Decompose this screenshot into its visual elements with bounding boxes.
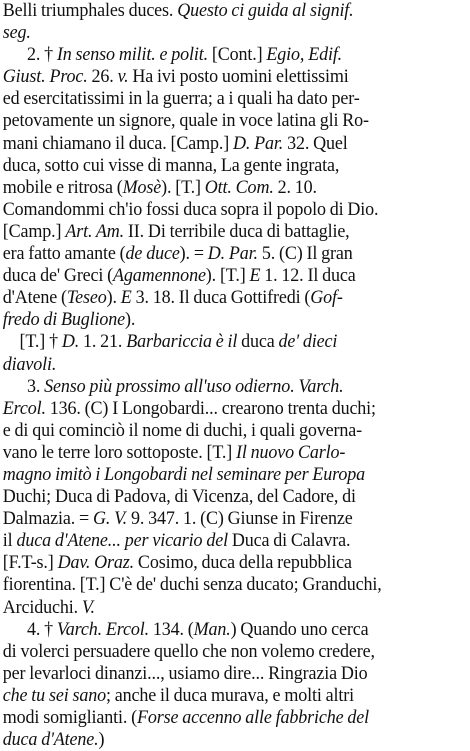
text-run: e di qui cominciò il nome di duchi, i quali governa- [2,419,362,441]
text-line [3,530,466,552]
text-run: 26. [87,66,118,88]
text-run: il [2,530,17,552]
text-line [3,464,466,486]
text-run: Belli triumphales duces. [2,0,178,21]
text-run: di volerci persuadere quello che non volemo credere, [2,640,375,662]
text-line [3,398,466,420]
italic-run: D. [61,331,80,353]
italic-run: Art. Am. [65,220,125,242]
text-line [3,243,466,265]
italic-run: Questo ci guida al signif. [177,0,354,21]
text-run: 3. 18. Il duca Gottifredi ( [131,287,311,309]
text-run: ). [106,287,121,309]
text-run: 3. [26,375,45,397]
italic-run: seg. [2,22,31,44]
text-run: Duca di Calavra. [227,530,351,552]
text-run: vano le terre loro sottoposte. [T.] [2,441,237,463]
text-line [3,442,466,464]
text-line [3,309,466,331]
text-line [3,420,466,442]
text-line [3,177,466,199]
italic-run: magno imitò i Longobardi nel seminare per Europa [2,463,366,485]
text-line [3,685,466,707]
text-line [3,88,466,110]
text-line [3,486,466,508]
italic-run: G. V. [92,508,128,530]
text-run: 1. 12. Il duca [260,265,356,287]
text-line [3,619,466,641]
text-line [3,110,466,132]
italic-run: Ott. Com. [204,176,274,198]
text-run: ). = [179,243,208,265]
italic-run: Varch. Ercol. [56,618,149,640]
italic-run: de duce [125,243,180,265]
text-line [3,221,466,243]
text-line [3,133,466,155]
text-run: per levarloci dinanzi..., usiamo dire... Ringrazia Dio [2,662,368,684]
italic-run: Senso più prossimo all'uso odierno. Varch. [44,375,344,397]
italic-run: diavoli. [2,353,57,375]
text-run: Dalmazia. = [2,508,93,530]
italic-run: Agamennone [113,265,206,287]
text-run: [Cont.] [207,44,267,66]
italic-run: V. [81,596,95,618]
italic-run: D. Par. [207,243,258,265]
text-run: modi somiglianti. ( [2,707,137,728]
text-line [3,0,466,22]
italic-run: Il nuovo Carlo- [236,441,346,463]
text-run: 136. (C) I Longobardi... crearono trenta duchi; [45,397,376,419]
text-run: ). [T.] [205,265,250,287]
italic-run: fredo di Buglione [2,309,126,331]
text-run: Comandommi ch'io fossi duca sopra il popolo di Dio. [2,198,379,220]
text-run: 2. † [26,44,57,66]
text-run: II. Di terribile duca di battaglie, [124,220,350,242]
text-run: 9. 347. 1. (C) Giunse in Firenze [127,508,353,530]
text-run: [F.T-s.] [2,552,58,574]
italic-run: duca d'Atene... per vicario del [16,530,228,552]
italic-run: Teseo [66,287,107,309]
text-line [3,552,466,574]
text-line [3,376,466,398]
text-run: 4. † [26,618,57,640]
text-line [3,641,466,663]
text-run: era fatto amante ( [2,243,126,265]
text-run: 1. 21. [79,331,127,353]
text-run: Arciduchi. [2,596,82,618]
text-run: 134. ( [148,618,194,640]
italic-run: E [120,287,132,309]
italic-run: Dav. Oraz. [57,552,135,574]
italic-run: Forse accenno alle fabbriche del [136,707,370,728]
text-run: duca, sotto cui visse di manna, La gente ingrata, [2,154,340,176]
text-run: 5. (C) Il gran [257,243,353,265]
text-run: ; anche il duca murava, e molti altri [105,684,354,706]
text-run: duca [237,331,279,353]
text-run: [Camp.] [2,220,66,242]
text-run: 32. Quel [283,132,348,154]
text-line [3,22,466,44]
text-line [3,597,466,619]
text-line [3,265,466,287]
text-run: Ha ivi posto uomini elettissimi [128,66,349,88]
text-line [3,287,466,309]
italic-run: de' dieci [278,331,338,353]
italic-run: E [249,265,261,287]
italic-run: Man. [193,618,231,640]
italic-run: duca d'Atene. [2,729,99,751]
italic-run: In senso milit. e polit. [56,44,208,66]
text-run: fiorentina. [T.] C'è de' duchi senza ducato; Granduchi, [2,574,382,596]
text-run: ) Quando uno cerca [230,618,369,640]
text-run: d'Atene ( [2,287,67,309]
text-run: 2. 10. [273,176,317,198]
text-line [3,155,466,177]
text-line [3,707,466,729]
text-run: ed esercitatissimi in la guerra; a i quali ha dato per- [2,88,360,110]
italic-run: che tu sei sano [2,684,106,706]
text-line [3,44,466,66]
text-line [3,663,466,685]
text-line [3,331,466,353]
italic-run: Egio, Edif. [266,44,343,66]
text-line [3,729,466,751]
italic-run: Gof- [310,287,343,309]
text-run: [T.] † [19,331,62,353]
text-run: ). [125,309,136,331]
italic-run: Mosè [122,176,162,198]
text-run: duca de' Greci ( [2,265,114,287]
text-line [3,199,466,221]
text-run: ) [98,729,105,751]
italic-run: Giust. Proc. [2,66,88,88]
text-line [3,354,466,376]
text-run: petovamente un signore, quale in voce latina gli Ro- [2,110,369,132]
text-line [3,508,466,530]
italic-run: Barbariccia è il [126,331,238,353]
text-line [3,66,466,88]
text-line [3,574,466,596]
text-run: ). [T.] [161,176,205,198]
italic-run: D. Par. [233,132,284,154]
italic-run: v. [117,66,129,88]
text-run: mani chiamano il duca. [Camp.] [2,132,234,154]
italic-run: Ercol. [2,397,46,419]
text-run: mobile e ritrosa ( [2,176,123,198]
text-run: Cosimo, duca della repubblica [134,552,352,574]
text-run: Duchi; Duca di Padova, di Vicenza, del Cadore, di [2,486,356,508]
